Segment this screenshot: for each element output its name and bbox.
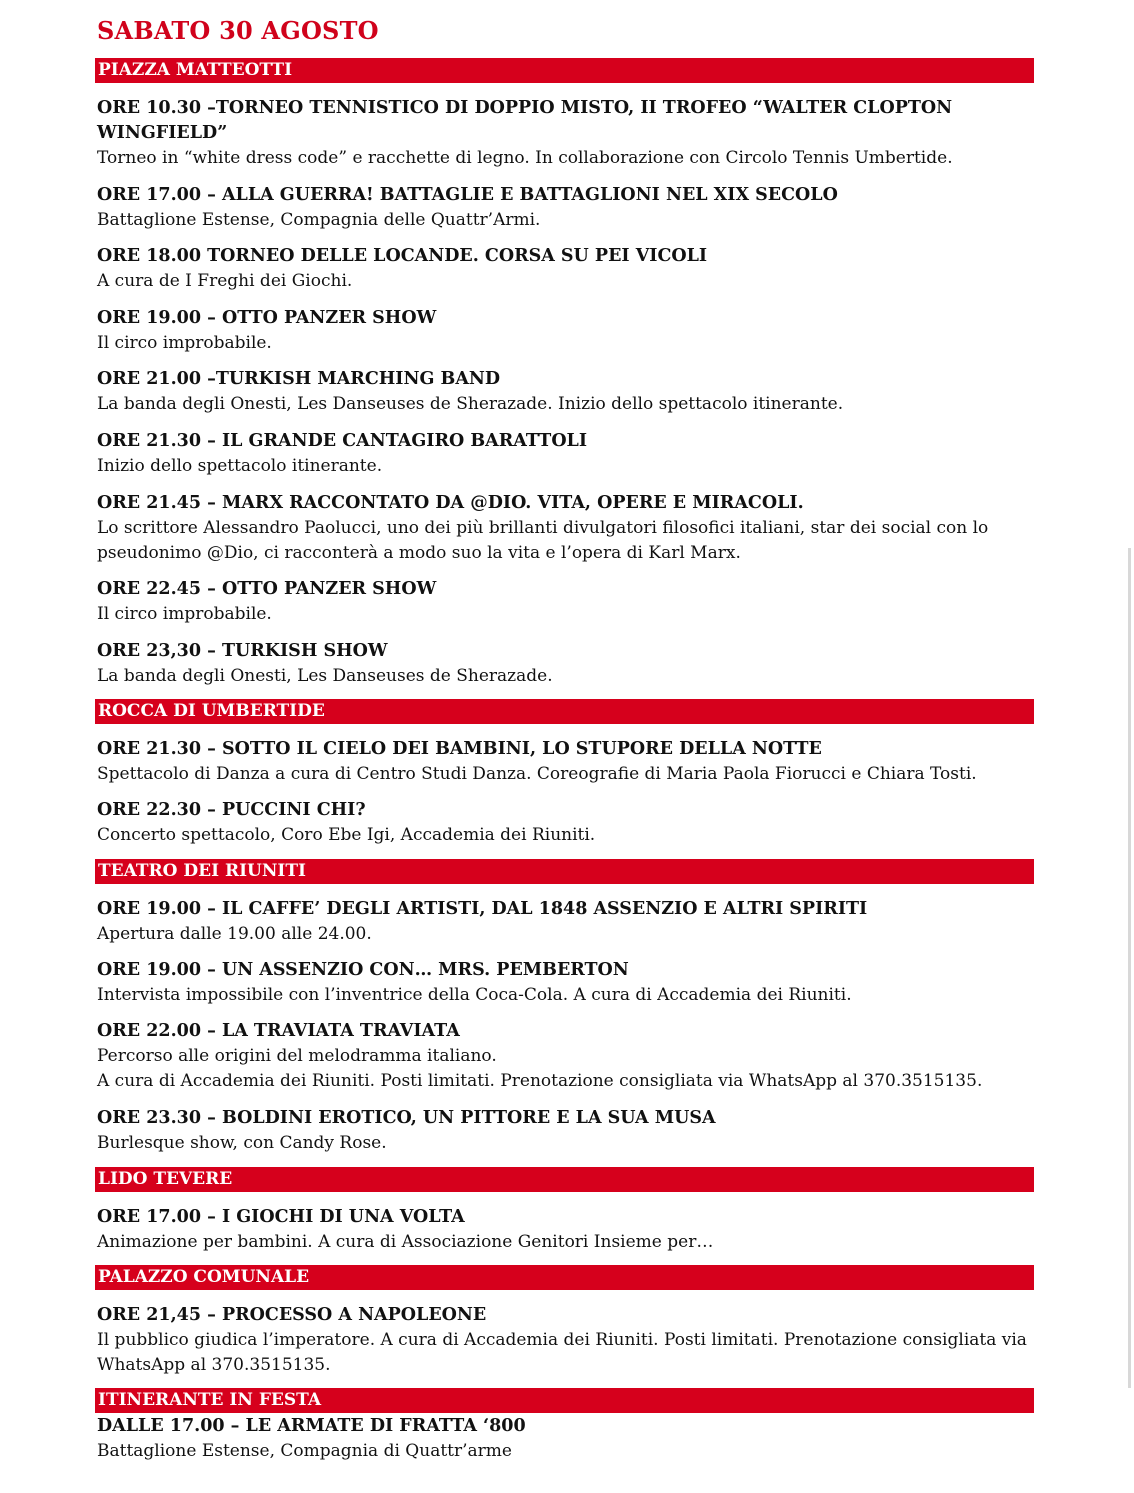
event-description: Spettacolo di Danza a cura di Centro Studi Danza. Coreografie di Maria Paola Fiorucci e Chiara Tosti.: [97, 764, 977, 784]
event-title: ORE 21.00 –TURKISH MARCHING BAND: [97, 369, 501, 389]
event-item: [97, 1414, 1032, 1464]
event-item: [97, 96, 1032, 171]
event-item: [97, 897, 1032, 947]
event-title: DALLE 17.00 – LE ARMATE DI FRATTA ‘800: [97, 1416, 526, 1436]
event-item: [97, 429, 1032, 479]
event-title: ORE 22.45 – OTTO PANZER SHOW: [97, 579, 437, 599]
scrollbar-track[interactable]: [1128, 548, 1131, 1388]
section-header-piazza-matteotti: PIAZZA MATTEOTTI: [95, 58, 1034, 83]
event-title: ORE 21.30 – SOTTO IL CIELO DEI BAMBINI, LO STUPORE DELLA NOTTE: [97, 739, 822, 759]
event-title: ORE 19.00 – OTTO PANZER SHOW: [97, 308, 437, 328]
event-title: ORE 21.45 – MARX RACCONTATO DA @DIO. VITA, OPERE E MIRACOLI.: [97, 493, 804, 513]
event-description: A cura de I Freghi dei Giochi.: [97, 271, 353, 291]
event-item: [97, 306, 1032, 356]
event-item: [97, 1106, 1032, 1156]
event-title: ORE 19.00 – UN ASSENZIO CON… MRS. PEMBERTON: [97, 960, 629, 980]
event-title: ORE 23.30 – BOLDINI EROTICO, UN PITTORE E LA SUA MUSA: [97, 1108, 716, 1128]
event-item: [97, 244, 1032, 294]
event-item: [97, 1303, 1032, 1378]
event-item: [97, 1205, 1032, 1255]
event-title: ORE 23,30 – TURKISH SHOW: [97, 641, 388, 661]
event-description: La banda degli Onesti, Les Danseuses de Sherazade.: [97, 666, 553, 686]
event-item: [97, 491, 1032, 566]
event-title: ORE 17.00 – I GIOCHI DI UNA VOLTA: [97, 1207, 465, 1227]
event-description: Torneo in “white dress code” e racchette di legno. In collaborazione con Circolo Tennis Umbertide.: [97, 148, 953, 168]
event-description: Apertura dalle 19.00 alle 24.00.: [97, 924, 372, 944]
event-description: Battaglione Estense, Compagnia di Quattr’arme: [97, 1441, 512, 1461]
event-description: La banda degli Onesti, Les Danseuses de Sherazade. Inizio dello spettacolo itinerante.: [97, 394, 844, 414]
event-description: Percorso alle origini del melodramma italiano. A cura di Accademia dei Riuniti. Posti limitati. Prenotazione consigliata via WhatsApp al 370.3515135.: [97, 1046, 983, 1091]
event-description: Il circo improbabile.: [97, 333, 272, 353]
event-item: [97, 958, 1032, 1008]
event-description: Lo scrittore Alessandro Paolucci, uno dei più brillanti divulgatori filosofici italiani, star dei social con lo pseudonimo @Dio, ci racconterà a modo suo la vita e l’opera di Karl Marx.: [97, 518, 989, 563]
section-header-palazzo-comunale: PALAZZO COMUNALE: [95, 1265, 1034, 1290]
event-description: Animazione per bambini. A cura di Associazione Genitori Insieme per…: [97, 1232, 714, 1252]
section-header-lido-tevere: LIDO TEVERE: [95, 1167, 1034, 1192]
event-title: ORE 22.00 – LA TRAVIATA TRAVIATA: [97, 1021, 460, 1041]
event-item: [97, 737, 1032, 787]
event-description: Inizio dello spettacolo itinerante.: [97, 456, 383, 476]
event-description: Concerto spettacolo, Coro Ebe Igi, Accademia dei Riuniti.: [97, 825, 596, 845]
page-title: SABATO 30 AGOSTO: [97, 16, 379, 45]
event-description: Il pubblico giudica l’imperatore. A cura di Accademia dei Riuniti. Posti limitati. Prenotazione consigliata via WhatsApp al 370.3515135.: [97, 1330, 1027, 1375]
section-header-teatro-dei-riuniti: TEATRO DEI RIUNITI: [95, 859, 1034, 884]
section-header-rocca-di-umbertide: ROCCA DI UMBERTIDE: [95, 699, 1034, 724]
event-item: [97, 798, 1032, 848]
event-item: [97, 639, 1032, 689]
event-item: [97, 183, 1032, 233]
event-description: Burlesque show, con Candy Rose.: [97, 1133, 387, 1153]
event-title: ORE 21,45 – PROCESSO A NAPOLEONE: [97, 1305, 487, 1325]
event-title: ORE 10.30 –TORNEO TENNISTICO DI DOPPIO MISTO, II TROFEO “WALTER CLOPTON WINGFIELD”: [97, 98, 953, 143]
event-item: [97, 577, 1032, 627]
event-title: ORE 17.00 – ALLA GUERRA! BATTAGLIE E BATTAGLIONI NEL XIX SECOLO: [97, 185, 838, 205]
event-title: ORE 22.30 – PUCCINI CHI?: [97, 800, 366, 820]
event-item: [97, 367, 1032, 417]
event-title: ORE 21.30 – IL GRANDE CANTAGIRO BARATTOLI: [97, 431, 588, 451]
event-title: ORE 18.00 TORNEO DELLE LOCANDE. CORSA SU PEI VICOLI: [97, 246, 708, 266]
event-description: Battaglione Estense, Compagnia delle Quattr’Armi.: [97, 210, 541, 230]
event-title: ORE 19.00 – IL CAFFE’ DEGLI ARTISTI, DAL 1848 ASSENZIO E ALTRI SPIRITI: [97, 899, 868, 919]
event-description: Intervista impossibile con l’inventrice della Coca-Cola. A cura di Accademia dei Riuniti.: [97, 985, 852, 1005]
event-item: [97, 1019, 1032, 1094]
section-header-itinerante-in-festa: ITINERANTE IN FESTA: [95, 1388, 1034, 1413]
event-description: Il circo improbabile.: [97, 604, 272, 624]
